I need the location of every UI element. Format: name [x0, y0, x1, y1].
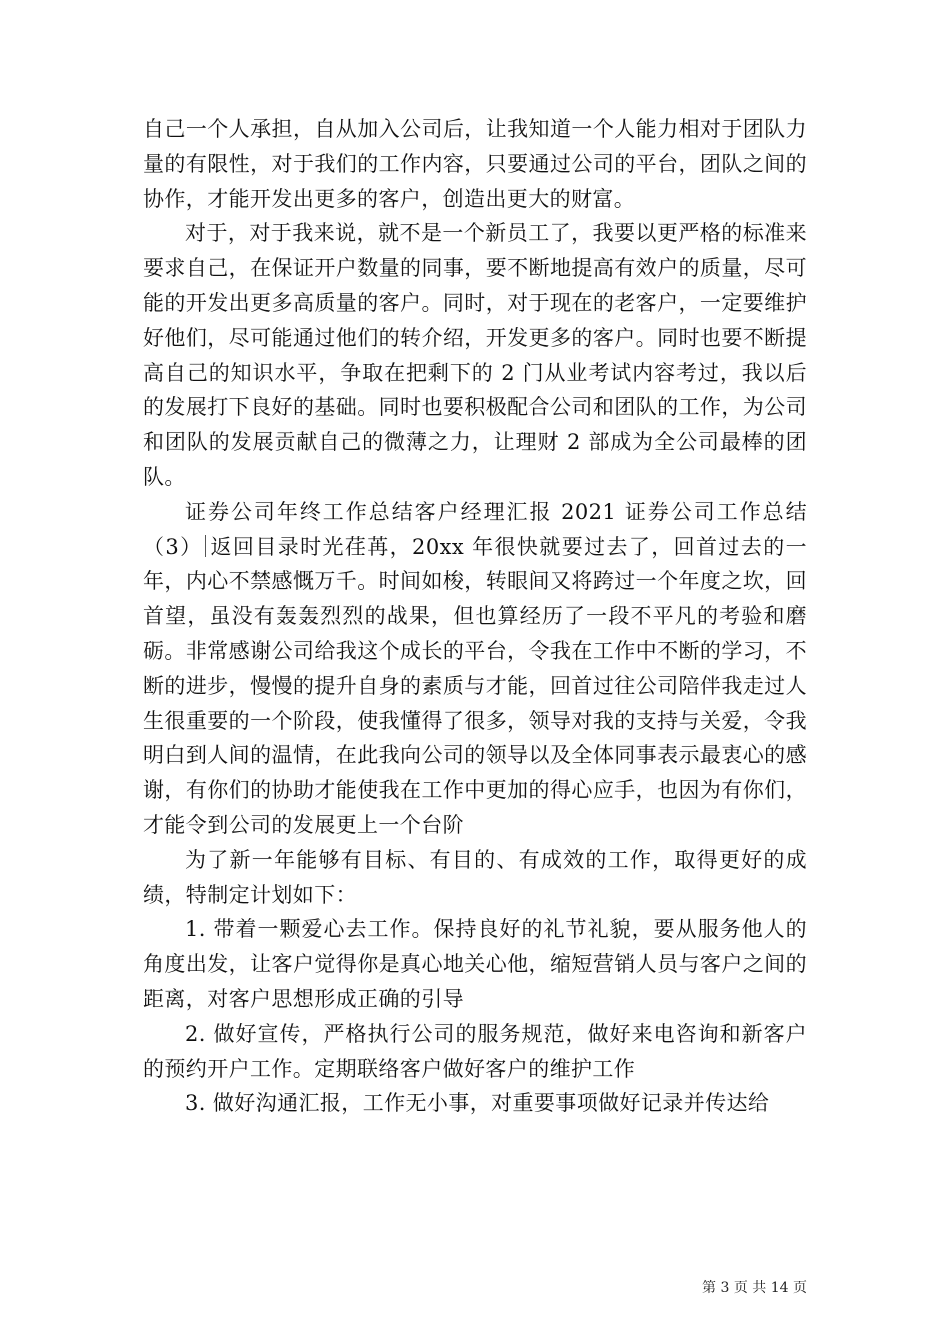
section-paragraph [143, 495, 807, 843]
page-number-footer: 第 3 页 共 14 页 [702, 1280, 807, 1296]
document-body [143, 112, 807, 1121]
plan-intro: 为了新一年能够有目标、有目的、有成效的工作，取得更好的成绩，特制定计划如下： [143, 847, 807, 907]
back-to-toc-link[interactable]: 返回目录 [209, 534, 301, 559]
paragraph-plan-self: 对于，对于我来说，就不是一个新员工了，我要以更严格的标准来要求自己，在保证开户数量的同事，要不断地提高有效户的质量，尽可能的开发出更多高质量的客户。同时，对于现在的老客户，一定要维护好他们，尽可能通过他们的转介绍，开发更多的客户。同时也要不断提高自己的知识水平，争取在把剩下的 2 门从业考试内容考过，我以后的发展打下良好的基础。同时也要积极配合公司和团队的工作，为公司和团队的发展贡献自己的微薄之力，让理财 2 部成为全公司最棒的团队。 [143, 221, 807, 489]
paragraph-team: 自己一个人承担，自从加入公司后，让我知道一个人能力相对于团队力量的有限性，对于我们的工作内容，只要通过公司的平台，团队之间的协作，才能开发出更多的客户，创造出更大的财富。 [143, 117, 807, 211]
plan-item-1: 1. 带着一颗爱心去工作。保持良好的礼节礼貌，要从服务他人的角度出发，让客户觉得你是真心地关心他，缩短营销人员与客户之间的距离，对客户思想形成正确的引导 [143, 917, 807, 1011]
plan-item-2: 2. 做好宣传，严格执行公司的服务规范，做好来电咨询和新客户的预约开户工作。定期联络客户做好客户的维护工作 [143, 1021, 807, 1081]
section-text: 时光荏苒，20xx 年很快就要过去了，回首过去的一年，内心不禁感慨万千。时间如梭，转眼间又将跨过一个年度之坎，回首望，虽没有轰轰烈烈的战果，但也算经历了一段不平凡的考验和磨砺。非常感谢公司给我这个成长的平台，令我在工作中不断的学习，不断的进步，慢慢的提升自身的素质与才能，回首过往公司陪伴我走过人生很重要的一个阶段，使我懂得了很多，领导对我的支持与关爱，令我明白到人间的温情，在此我向公司的领导以及全体同事表示最衷心的感谢，有你们的协助才能使我在工作中更加的得心应手，也因为有你们，才能令到公司的发展更上一个台阶 [143, 534, 808, 837]
link-separator [205, 535, 206, 557]
section-title: 证券公司年终工作总结客户经理汇报 2021 证券公司工作总结（3） [143, 499, 807, 559]
plan-item-3: 3. 做好沟通汇报，工作无小事，对重要事项做好记录并传达给 [185, 1091, 770, 1116]
